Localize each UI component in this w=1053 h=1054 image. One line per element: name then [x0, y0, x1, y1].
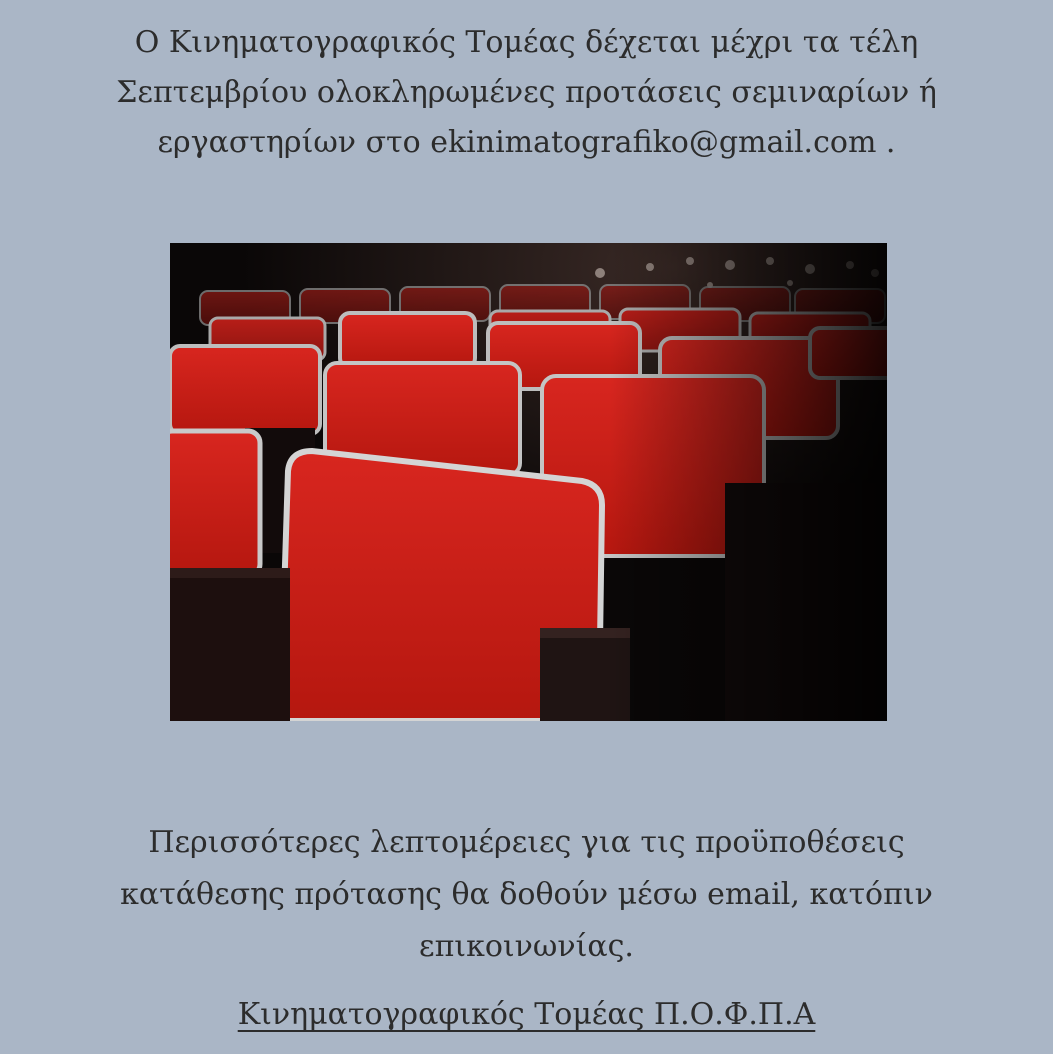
intro-text: Ο Κινηματογραφικός Τομέας δέχεται μέχρι τα τέλη Σεπτεμβρίου ολοκληρωμένες προτάσεις σεμιναρίων ή εργαστηρίων στο ekinimatografiko@gmail.com .: [116, 25, 937, 160]
signature: [60, 990, 993, 1040]
details-text: Περισσότερες λεπτομέρειες για τις προϋποθέσεις κατάθεσης πρότασης θα δοθούν μέσω email, κατόπιν επικοινωνίας.: [120, 825, 933, 964]
cinema-seats-photo: [170, 243, 887, 721]
signature-label: Κινηματογραφικός Τομέας Π.Ο.Φ.Π.Α: [237, 997, 816, 1032]
